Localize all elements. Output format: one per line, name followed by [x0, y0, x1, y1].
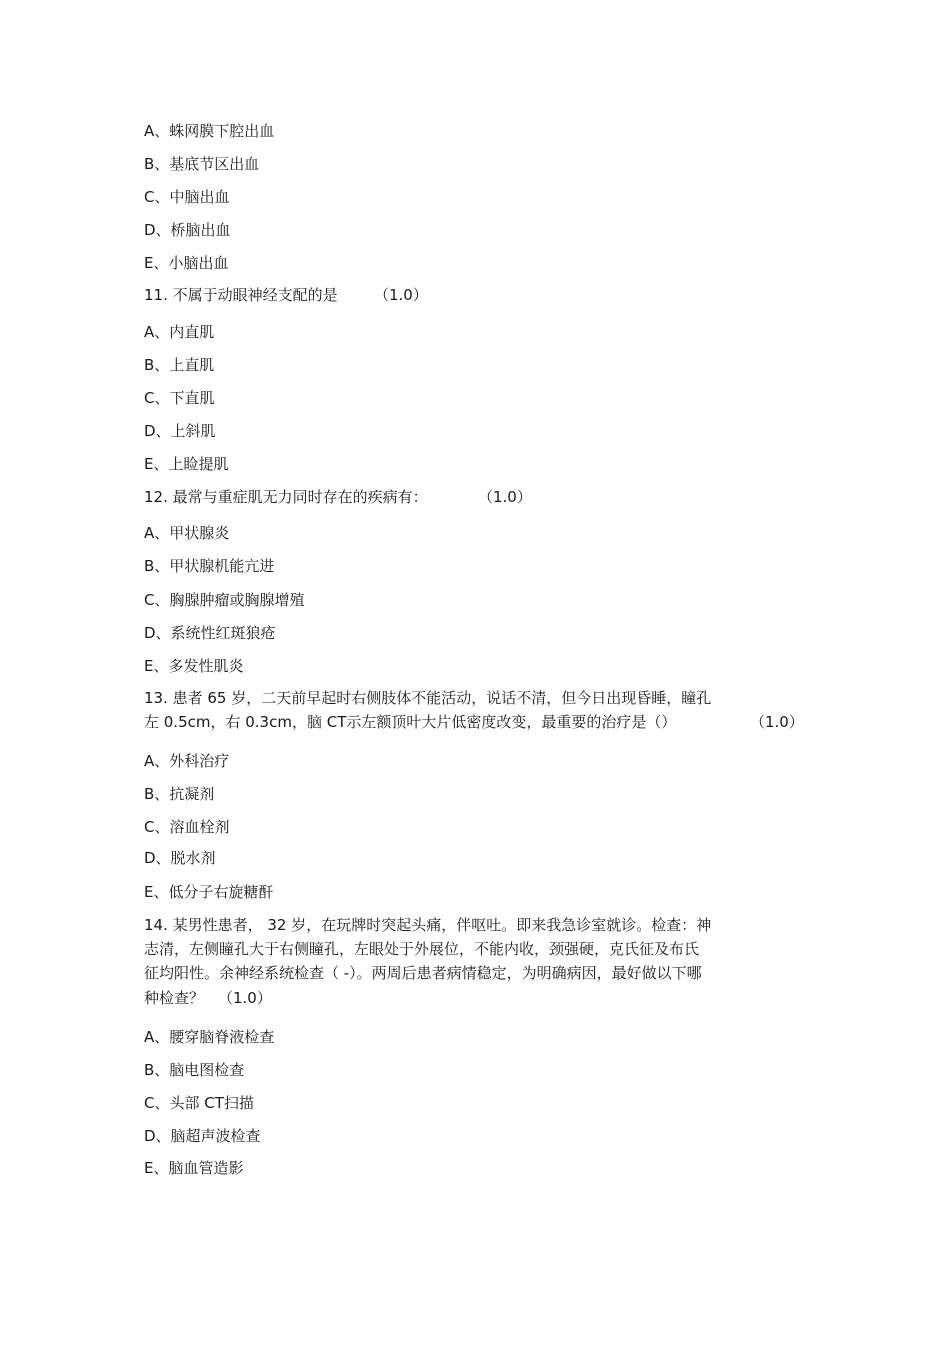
question-13-stem-line-2: 左 0.5cm，右 0.3cm，脑 CT示左额顶叶大片低密度改变，最重要的治疗是（）	[144, 713, 677, 731]
question-14-stem-line-3: 征均阳性。余神经系统检查（ -）。两周后患者病情稳定，为明确病因，最好做以下哪	[144, 964, 702, 982]
option-c: C、下直肌	[144, 389, 215, 407]
option-c: C、中脑出血	[144, 188, 230, 206]
question-12-score: （1.0）	[478, 488, 532, 506]
option-c: C、胸腺肿瘤或胸腺增殖	[144, 591, 305, 609]
option-d: D、桥脑出血	[144, 221, 231, 239]
option-c: C、溶血栓剂	[144, 818, 230, 836]
option-d: D、脑超声波检查	[144, 1127, 261, 1145]
option-a: A、外科治疗	[144, 752, 230, 770]
question-13-stem-line-1: 13. 患者 65 岁，二天前早起时右侧肢体不能活动，说话不清，但今日出现昏睡，瞳孔	[144, 689, 712, 707]
question-14-stem-line-2: 志清，左侧瞳孔大于右侧瞳孔，左眼处于外展位，不能内收，颈强硬，克氏征及布氏	[144, 940, 700, 958]
option-a: A、腰穿脑脊液检查	[144, 1028, 275, 1046]
option-e: E、脑血管造影	[144, 1159, 244, 1177]
option-d: D、系统性红斑狼疮	[144, 624, 276, 642]
question-12-stem: 12. 最常与重症肌无力同时存在的疾病有：	[144, 488, 428, 506]
question-14-score: （1.0）	[218, 989, 272, 1007]
question-14-stem-line-4: 种检查？	[144, 989, 205, 1007]
option-a: A、蛛网膜下腔出血	[144, 122, 275, 140]
option-e: E、多发性肌炎	[144, 657, 244, 675]
option-d: D、脱水剂	[144, 849, 216, 867]
question-11-score: （1.0）	[374, 286, 428, 304]
option-b: B、基底节区出血	[144, 155, 260, 173]
question-14-stem-line-1: 14. 某男性患者， 32 岁，在玩牌时突起头痛，伴呕吐。即来我急诊室就诊。检查：神	[144, 916, 712, 934]
option-e: E、低分子右旋糖酐	[144, 883, 274, 901]
option-a: A、内直肌	[144, 323, 215, 341]
question-11-stem: 11. 不属于动眼神经支配的是	[144, 286, 338, 304]
option-a: A、甲状腺炎	[144, 524, 230, 542]
option-b: B、脑电图检查	[144, 1061, 245, 1079]
option-b: B、甲状腺机能亢进	[144, 557, 275, 575]
option-e: E、小脑出血	[144, 254, 229, 272]
option-b: B、上直肌	[144, 356, 215, 374]
option-b: B、抗凝剂	[144, 785, 215, 803]
option-c: C、头部 CT扫描	[144, 1094, 254, 1112]
option-e: E、上睑提肌	[144, 455, 229, 473]
question-13-score: （1.0）	[750, 713, 804, 731]
option-d: D、上斜肌	[144, 422, 216, 440]
